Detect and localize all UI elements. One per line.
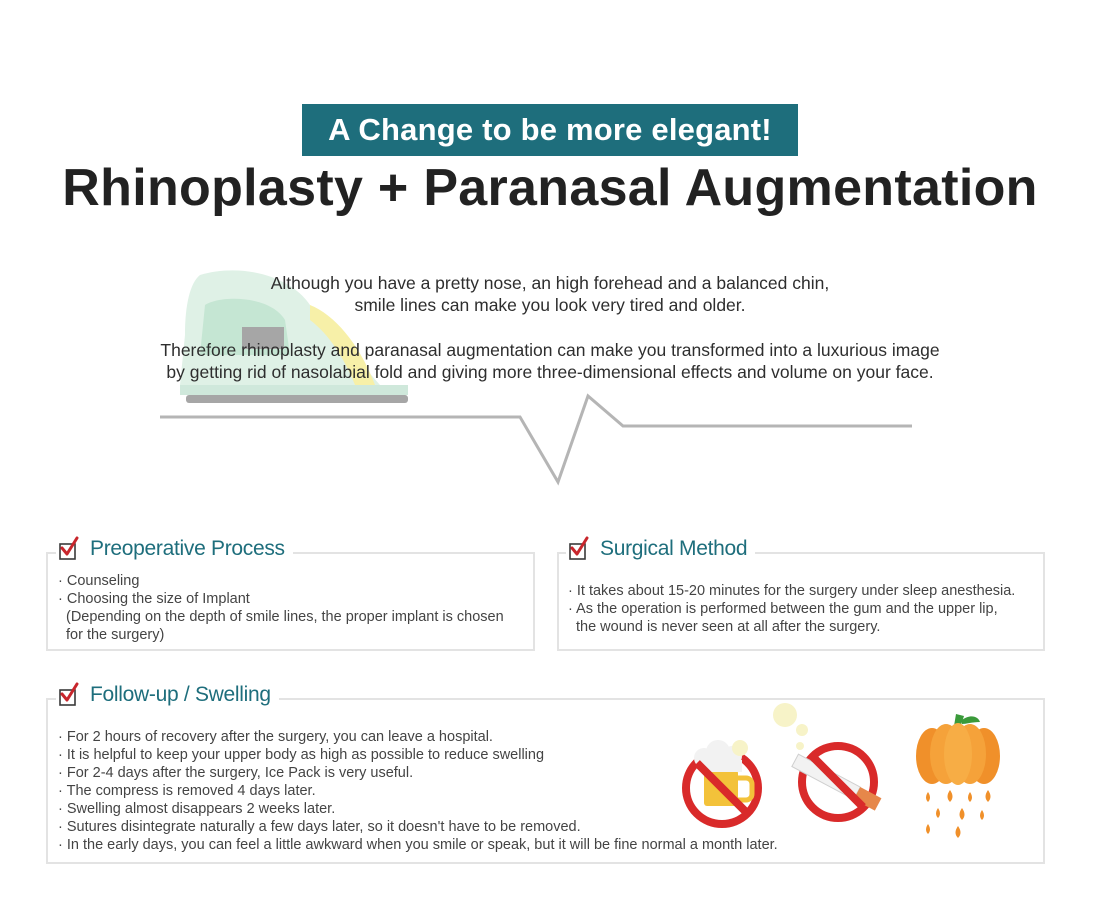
list-item: · For 2 hours of recovery after the surgery, you can leave a hospital.	[58, 729, 493, 745]
followup-header	[56, 682, 279, 708]
page-title: Rhinoplasty + Paranasal Augmentation	[62, 159, 1038, 217]
list-item: · The compress is removed 4 days later.	[58, 783, 316, 799]
list-item: · Counseling	[58, 573, 140, 589]
no-alcohol-icon	[676, 730, 776, 830]
preoperative-title: Preoperative Process	[90, 537, 285, 560]
preoperative-list	[58, 572, 504, 644]
list-item: · As the operation is performed between the gum and the upper lip,	[568, 601, 998, 617]
tagline-banner	[302, 104, 798, 156]
pumpkin-juice-icon	[908, 712, 1008, 842]
heartbeat-line-icon	[155, 390, 915, 490]
surgical-list	[568, 582, 1015, 636]
intro-line-1: Although you have a pretty nose, an high forehead and a balanced chin,	[270, 273, 830, 293]
list-item: · It takes about 15-20 minutes for the surgery under sleep anesthesia.	[568, 583, 1016, 599]
list-item: · Swelling almost disappears 2 weeks later.	[58, 801, 336, 817]
intro-line-3: Therefore rhinoplasty and paranasal augmentation can make you transformed into a luxurious image	[160, 340, 940, 360]
list-item: · Choosing the size of Implant	[58, 591, 250, 607]
list-item: · For 2-4 days after the surgery, Ice Pack is very useful.	[58, 765, 414, 781]
list-item: · Sutures disintegrate naturally a few days later, so it doesn't have to be removed.	[58, 819, 581, 835]
list-item: (Depending on the depth of smile lines, the proper implant is chosen	[66, 609, 504, 625]
checkbox-icon	[56, 536, 82, 562]
preoperative-header	[56, 536, 293, 562]
surgical-header	[566, 536, 755, 562]
list-item: the wound is never seen at all after the surgery.	[576, 619, 881, 635]
no-smoking-icon	[770, 700, 890, 830]
followup-title: Follow-up / Swelling	[90, 683, 271, 706]
tagline-text: A Change to be more elegant!	[328, 112, 772, 147]
surgical-title: Surgical Method	[600, 537, 748, 560]
list-item: · In the early days, you can feel a little awkward when you smile or speak, but it will be fine normal a month later.	[58, 837, 778, 853]
intro-line-2: smile lines can make you look very tired and older.	[354, 295, 746, 315]
list-item: · It is helpful to keep your upper body as high as possible to reduce swelling	[58, 747, 545, 763]
list-item: for the surgery)	[66, 627, 165, 643]
checkbox-icon	[566, 536, 592, 562]
intro-line-4: by getting rid of nasolabial fold and giving more three-dimensional effects and volume on your face.	[166, 362, 934, 382]
checkbox-icon	[56, 682, 82, 708]
followup-list	[58, 728, 778, 854]
